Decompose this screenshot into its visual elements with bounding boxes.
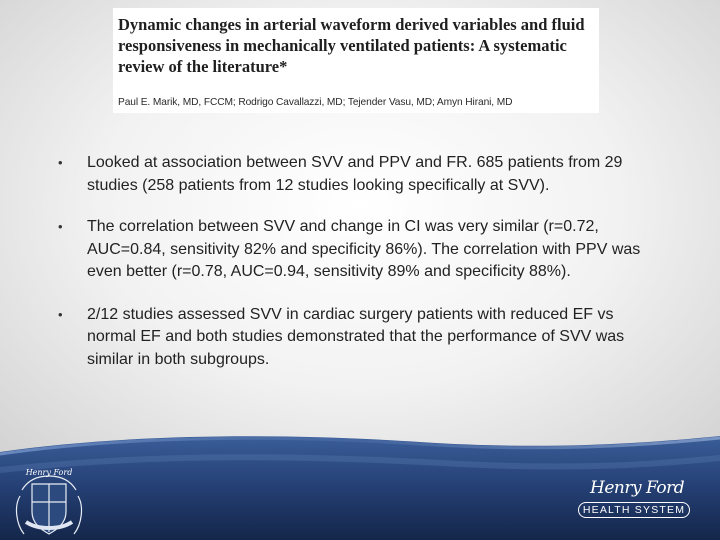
bullet-text: Looked at association between SVV and PPV and FR. 685 patients from 29 studies (258 patients from 12 studies looking specifically at SVV).	[87, 154, 623, 194]
bullet-marker: •	[58, 155, 63, 170]
bullet-item	[58, 304, 658, 372]
bullet-marker: •	[58, 219, 63, 234]
bullet-item	[58, 216, 658, 284]
citation-title: Dynamic changes in arterial waveform derived variables and fluid responsiveness in mechanically ventilated patients: A systematic review of the literature*	[118, 15, 585, 76]
bullet-item	[58, 152, 658, 197]
bullet-marker: •	[58, 306, 63, 322]
bullet-text: 2/12 studies assessed SVV in cardiac surgery patients with reduced EF vs normal EF and both studies demonstrated that the performance of SVV was similar in both subgroups.	[87, 305, 625, 368]
crest-emblem	[10, 466, 88, 540]
logo-script: Henry Ford	[590, 478, 685, 498]
bullet-text: The correlation between SVV and change in CI was very similar (r=0.72, AUC=0.84, sensitivity 82% and specificity 86%). The correlation with PPV was even better (r=0.78, AUC=0.94, sensitivity 89% and specificity 88%).	[87, 218, 641, 280]
crest-text: Henry Ford	[25, 468, 73, 477]
bullet-list	[58, 152, 658, 371]
logo-system: HEALTH SYSTEM	[578, 502, 690, 518]
henry-ford-logo	[572, 478, 696, 524]
citation-image	[113, 8, 599, 113]
citation-authors: Paul E. Marik, MD, FCCM; Rodrigo Cavallazzi, MD; Tejender Vasu, MD; Amyn Hirani, MD	[118, 97, 513, 108]
